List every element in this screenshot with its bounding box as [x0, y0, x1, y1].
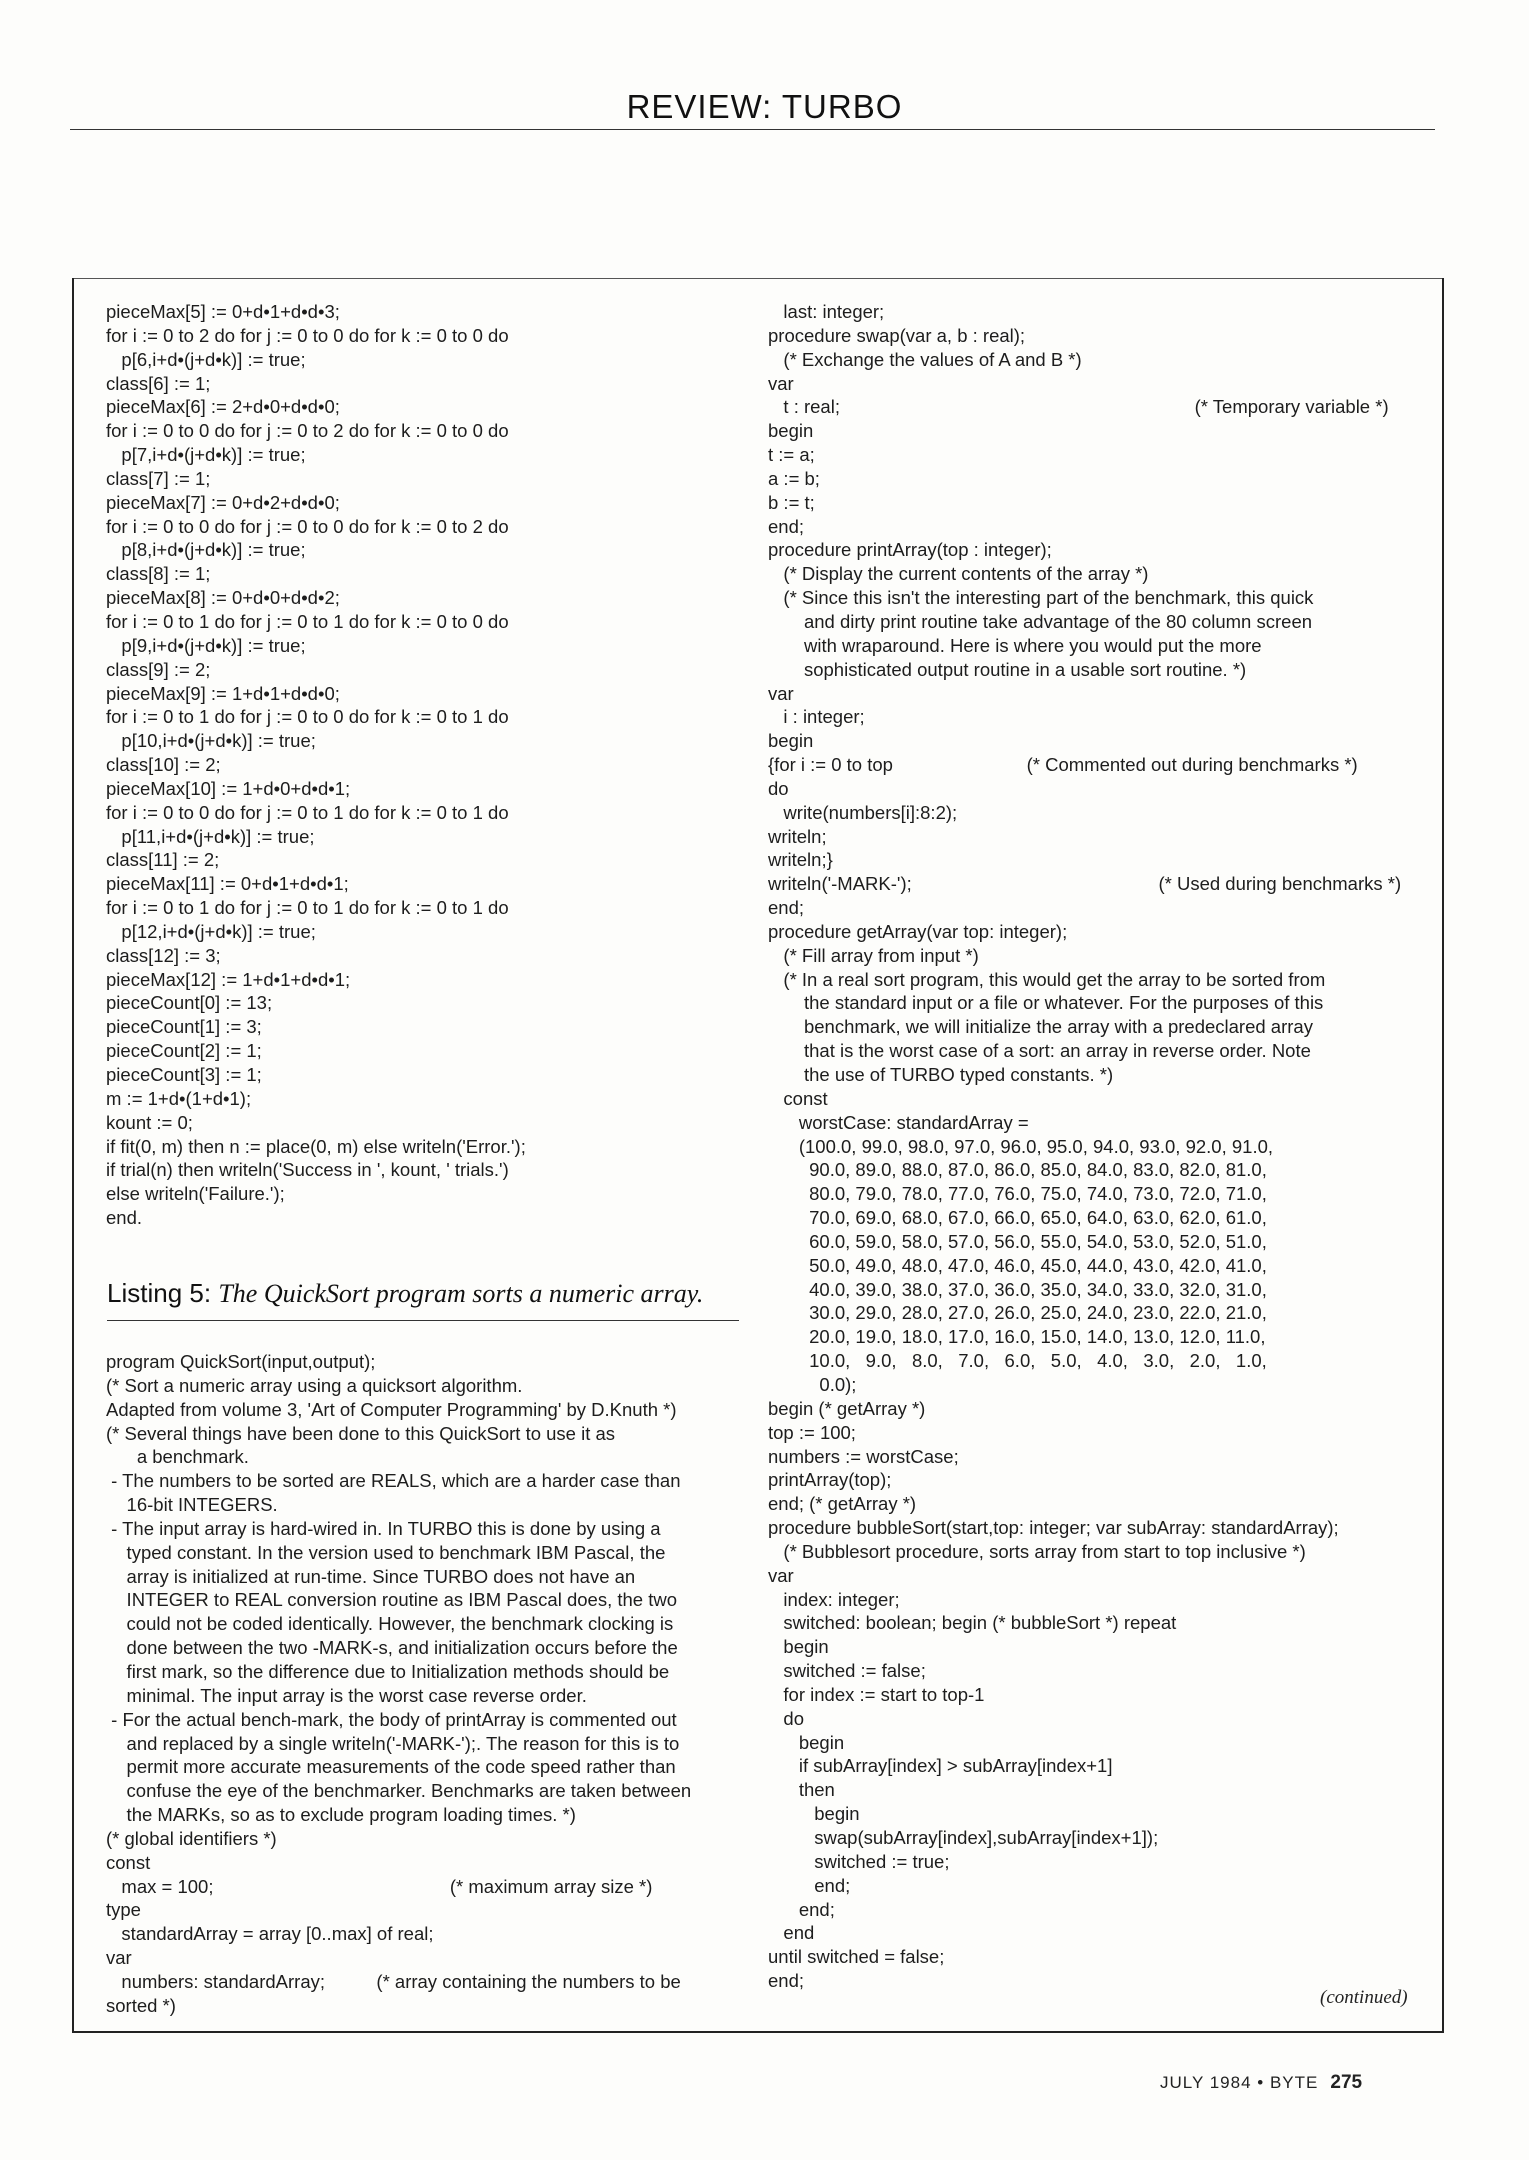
code-line: (* Fill array from input *)	[768, 944, 979, 966]
code-line: 80.0, 79.0, 78.0, 77.0, 76.0, 75.0, 74.0, 73.0, 72.0, 71.0,	[768, 1183, 1267, 1205]
code-line: pieceCount[3] := 1;	[106, 1064, 262, 1085]
code-line: begin	[768, 420, 814, 442]
code-line: write(numbers[i]:8:2);	[768, 801, 958, 823]
code-line: end.	[106, 1207, 143, 1229]
code-line: switched: boolean; begin (* bubbleSort *) repeat	[768, 1612, 1177, 1634]
listing-caption	[107, 1278, 703, 1309]
code-line: a benchmark.	[106, 1446, 249, 1468]
code-line: begin	[768, 730, 814, 752]
code-line: end;	[768, 1970, 805, 1992]
code-line: end;	[768, 1898, 835, 1920]
code-line: for index := start to top-1	[768, 1683, 985, 1705]
code-line: p[10,i+d•(j+d•k)] := true;	[106, 730, 316, 752]
code-line: for i := 0 to 1 do for j := 0 to 0 do for k := 0 to 1 do	[106, 706, 509, 728]
code-line: for i := 0 to 1 do for j := 0 to 1 do for k := 0 to 0 do	[106, 610, 509, 632]
code-line: 20.0, 19.0, 18.0, 17.0, 16.0, 15.0, 14.0, 13.0, 12.0, 11.0,	[768, 1326, 1266, 1348]
code-line: index: integer;	[768, 1588, 900, 1610]
code-line: end;	[768, 1874, 851, 1896]
code-line: pieceMax[5] := 0+d•1+d•d•3;	[106, 301, 340, 322]
code-line: pieceMax[7] := 0+d•2+d•d•0;	[106, 491, 340, 513]
code-line: for i := 0 to 0 do for j := 0 to 0 do for k := 0 to 2 do	[106, 515, 509, 537]
code-left-column-top	[106, 300, 526, 1230]
code-line: const	[768, 1087, 828, 1109]
code-line: writeln('-MARK-'); (* Used during benchmarks *)	[768, 873, 1402, 895]
code-line: top := 100;	[768, 1421, 856, 1443]
code-line: pieceMax[8] := 0+d•0+d•d•2;	[106, 587, 340, 609]
code-line: pieceMax[10] := 1+d•0+d•d•1;	[106, 777, 351, 799]
code-line: class[7] := 1;	[106, 467, 211, 489]
code-line: end	[768, 1922, 815, 1944]
code-line: var	[106, 1947, 132, 1969]
code-line: 60.0, 59.0, 58.0, 57.0, 56.0, 55.0, 54.0, 53.0, 52.0, 51.0,	[768, 1230, 1267, 1252]
code-line: (* Since this isn't the interesting part of the benchmark, this quick	[768, 587, 1314, 609]
code-line: a := b;	[768, 467, 820, 489]
code-line: 70.0, 69.0, 68.0, 67.0, 66.0, 65.0, 64.0, 63.0, 62.0, 61.0,	[768, 1207, 1267, 1229]
code-line: (* global identifiers *)	[106, 1827, 277, 1849]
footer-separator: •	[1257, 2073, 1265, 2092]
code-line: procedure bubbleSort(start,top: integer; var subArray: standardArray);	[768, 1517, 1339, 1539]
code-line: p[8,i+d•(j+d•k)] := true;	[106, 539, 306, 561]
code-line: switched := true;	[768, 1850, 950, 1872]
code-line: for i := 0 to 1 do for j := 0 to 1 do for k := 0 to 1 do	[106, 897, 509, 919]
code-line: for i := 0 to 0 do for j := 0 to 1 do for k := 0 to 1 do	[106, 801, 509, 823]
code-line: m := 1+d•(1+d•1);	[106, 1087, 252, 1109]
code-line: for i := 0 to 0 do for j := 0 to 2 do for k := 0 to 0 do	[106, 420, 509, 442]
code-line: class[10] := 2;	[106, 754, 221, 776]
code-line: if subArray[index] > subArray[index+1]	[768, 1755, 1113, 1777]
code-line: with wraparound. Here is where you would put the more	[768, 634, 1262, 656]
code-line: do	[768, 777, 789, 799]
footer-page-number: 275	[1330, 2072, 1363, 2093]
listing-title: The QuickSort program sorts a numeric array.	[218, 1279, 704, 1308]
code-line: first mark, so the difference due to Initialization methods should be	[106, 1660, 670, 1682]
code-line: printArray(top);	[768, 1469, 892, 1491]
code-line: last: integer;	[768, 301, 885, 322]
code-line: worstCase: standardArray =	[768, 1111, 1029, 1133]
code-line: sorted *)	[106, 1994, 176, 2016]
code-line: program QuickSort(input,output);	[106, 1351, 376, 1372]
header-rule	[70, 129, 1435, 130]
code-line: var	[768, 372, 794, 394]
code-line: p[12,i+d•(j+d•k)] := true;	[106, 920, 316, 942]
code-line: end; (* getArray *)	[768, 1493, 917, 1515]
code-line: the use of TURBO typed constants. *)	[768, 1064, 1114, 1085]
listing-label: Listing 5:	[107, 1278, 212, 1308]
code-line: class[12] := 3;	[106, 944, 221, 966]
code-left-column-bottom	[106, 1350, 691, 2018]
code-line: could not be coded identically. However, the benchmark clocking is	[106, 1613, 674, 1635]
footer-date: JULY 1984	[1160, 2073, 1252, 2092]
code-right-column	[768, 300, 1401, 1993]
page-footer	[1160, 2072, 1362, 2094]
code-line: Adapted from volume 3, 'Art of Computer Programming' by D.Knuth *)	[106, 1398, 677, 1420]
code-line: 40.0, 39.0, 38.0, 37.0, 36.0, 35.0, 34.0, 33.0, 32.0, 31.0,	[768, 1278, 1267, 1300]
code-line: until switched = false;	[768, 1946, 945, 1968]
code-line: 0.0);	[768, 1373, 857, 1395]
caption-rule	[107, 1320, 739, 1321]
code-line: begin	[768, 1803, 860, 1825]
code-line: i : integer;	[768, 706, 865, 728]
code-line: done between the two -MARK-s, and initialization occurs before the	[106, 1637, 678, 1659]
code-line: benchmark, we will initialize the array with a predeclared array	[768, 1016, 1313, 1038]
code-line: p[7,i+d•(j+d•k)] := true;	[106, 444, 306, 466]
code-line: 10.0, 9.0, 8.0, 7.0, 6.0, 5.0, 4.0, 3.0, 2.0, 1.0,	[768, 1350, 1267, 1372]
code-line: sophisticated output routine in a usable sort routine. *)	[768, 658, 1247, 680]
code-line: pieceMax[12] := 1+d•1+d•d•1;	[106, 968, 351, 990]
code-line: begin	[768, 1731, 845, 1753]
code-line: end;	[768, 897, 805, 919]
code-line: (* Sort a numeric array using a quicksort algorithm.	[106, 1374, 523, 1396]
code-line: p[6,i+d•(j+d•k)] := true;	[106, 348, 306, 370]
code-line: switched := false;	[768, 1660, 926, 1682]
code-line: (100.0, 99.0, 98.0, 97.0, 96.0, 95.0, 94.0, 93.0, 92.0, 91.0,	[768, 1135, 1274, 1157]
code-line: p[11,i+d•(j+d•k)] := true;	[106, 825, 315, 847]
code-line: procedure printArray(top : integer);	[768, 539, 1052, 561]
code-line: minimal. The input array is the worst case reverse order.	[106, 1684, 587, 1706]
code-line: if fit(0, m) then n := place(0, m) else writeln('Error.');	[106, 1135, 526, 1157]
code-line: permit more accurate measurements of the code speed rather than	[106, 1756, 676, 1778]
code-line: that is the worst case of a sort: an array in reverse order. Note	[768, 1040, 1311, 1062]
code-line: (* Several things have been done to this QuickSort to use it as	[106, 1422, 616, 1444]
code-line: max = 100; (* maximum array size *)	[106, 1875, 653, 1897]
code-line: begin	[768, 1636, 829, 1658]
page-header-title: REVIEW: TURBO	[626, 88, 903, 125]
code-line: pieceMax[9] := 1+d•1+d•d•0;	[106, 682, 340, 704]
code-line: (* Bubblesort procedure, sorts array from start to top inclusive *)	[768, 1540, 1306, 1562]
code-line: - For the actual bench-mark, the body of printArray is commented out	[106, 1708, 677, 1730]
code-line: class[11] := 2;	[106, 849, 220, 871]
code-line: p[9,i+d•(j+d•k)] := true;	[106, 634, 306, 656]
code-line: end;	[768, 515, 805, 537]
code-line: - The numbers to be sorted are REALS, which are a harder case than	[106, 1470, 681, 1492]
code-line: pieceCount[1] := 3;	[106, 1016, 262, 1038]
code-line: (* Exchange the values of A and B *)	[768, 348, 1082, 370]
code-line: procedure swap(var a, b : real);	[768, 324, 1026, 346]
code-line: do	[768, 1707, 804, 1729]
code-line: begin (* getArray *)	[768, 1397, 926, 1419]
code-line: for i := 0 to 2 do for j := 0 to 0 do for k := 0 to 0 do	[106, 324, 509, 346]
code-line: and replaced by a single writeln('-MARK-');. The reason for this is to	[106, 1732, 680, 1754]
code-line: swap(subArray[index],subArray[index+1]);	[768, 1827, 1159, 1848]
code-line: var	[768, 682, 794, 704]
code-line: (* Display the current contents of the array *)	[768, 563, 1149, 585]
code-line: pieceCount[0] := 13;	[106, 992, 273, 1014]
code-line: class[9] := 2;	[106, 658, 211, 680]
code-line: and dirty print routine take advantage of the 80 column screen	[768, 610, 1313, 632]
code-line: else writeln('Failure.');	[106, 1183, 285, 1205]
code-line: class[6] := 1;	[106, 372, 211, 394]
footer-magazine: BYTE	[1269, 2073, 1319, 2092]
code-line: the MARKs, so as to exclude program loading times. *)	[106, 1804, 576, 1826]
code-line: var	[768, 1564, 794, 1586]
code-line: procedure getArray(var top: integer);	[768, 920, 1068, 942]
code-line: numbers: standardArray; (* array containing the numbers to be	[106, 1970, 681, 1992]
code-line: numbers := worstCase;	[768, 1445, 959, 1467]
continued-note: (continued)	[1320, 1987, 1408, 2008]
code-line: class[8] := 1;	[106, 563, 211, 585]
code-line: the standard input or a file or whatever. For the purposes of this	[768, 992, 1324, 1014]
code-line: standardArray = array [0..max] of real;	[106, 1923, 434, 1945]
code-line: b := t;	[768, 491, 815, 513]
code-line: if trial(n) then writeln('Success in ', kount, ' trials.')	[106, 1159, 509, 1181]
code-line: confuse the eye of the benchmarker. Benchmarks are taken between	[106, 1780, 692, 1802]
code-line: 90.0, 89.0, 88.0, 87.0, 86.0, 85.0, 84.0, 83.0, 82.0, 81.0,	[768, 1159, 1267, 1181]
code-line: pieceCount[2] := 1;	[106, 1040, 262, 1062]
code-line: then	[768, 1779, 835, 1801]
code-line: 16-bit INTEGERS.	[106, 1494, 278, 1516]
code-line: {for i := 0 to top (* Commented out during benchmarks *)	[768, 754, 1358, 776]
code-line: kount := 0;	[106, 1111, 193, 1133]
code-line: t : real; (* Temporary variable *)	[768, 396, 1389, 418]
code-line: type	[106, 1899, 141, 1921]
code-line: t := a;	[768, 444, 815, 466]
code-line: writeln;	[768, 825, 827, 847]
code-line: pieceMax[6] := 2+d•0+d•d•0;	[106, 396, 340, 418]
code-line: (* In a real sort program, this would get the array to be sorted from	[768, 968, 1326, 990]
code-line: pieceMax[11] := 0+d•1+d•d•1;	[106, 873, 349, 895]
code-line: writeln;}	[768, 849, 833, 871]
code-line: typed constant. In the version used to benchmark IBM Pascal, the	[106, 1541, 666, 1563]
code-line: 50.0, 49.0, 48.0, 47.0, 46.0, 45.0, 44.0, 43.0, 42.0, 41.0,	[768, 1254, 1267, 1276]
code-line: - The input array is hard-wired in. In TURBO this is done by using a	[106, 1517, 661, 1539]
code-line: 30.0, 29.0, 28.0, 27.0, 26.0, 25.0, 24.0, 23.0, 22.0, 21.0,	[768, 1302, 1267, 1324]
code-line: array is initialized at run-time. Since TURBO does not have an	[106, 1565, 636, 1587]
code-line: INTEGER to REAL conversion routine as IBM Pascal does, the two	[106, 1589, 678, 1611]
code-line: const	[106, 1851, 151, 1873]
